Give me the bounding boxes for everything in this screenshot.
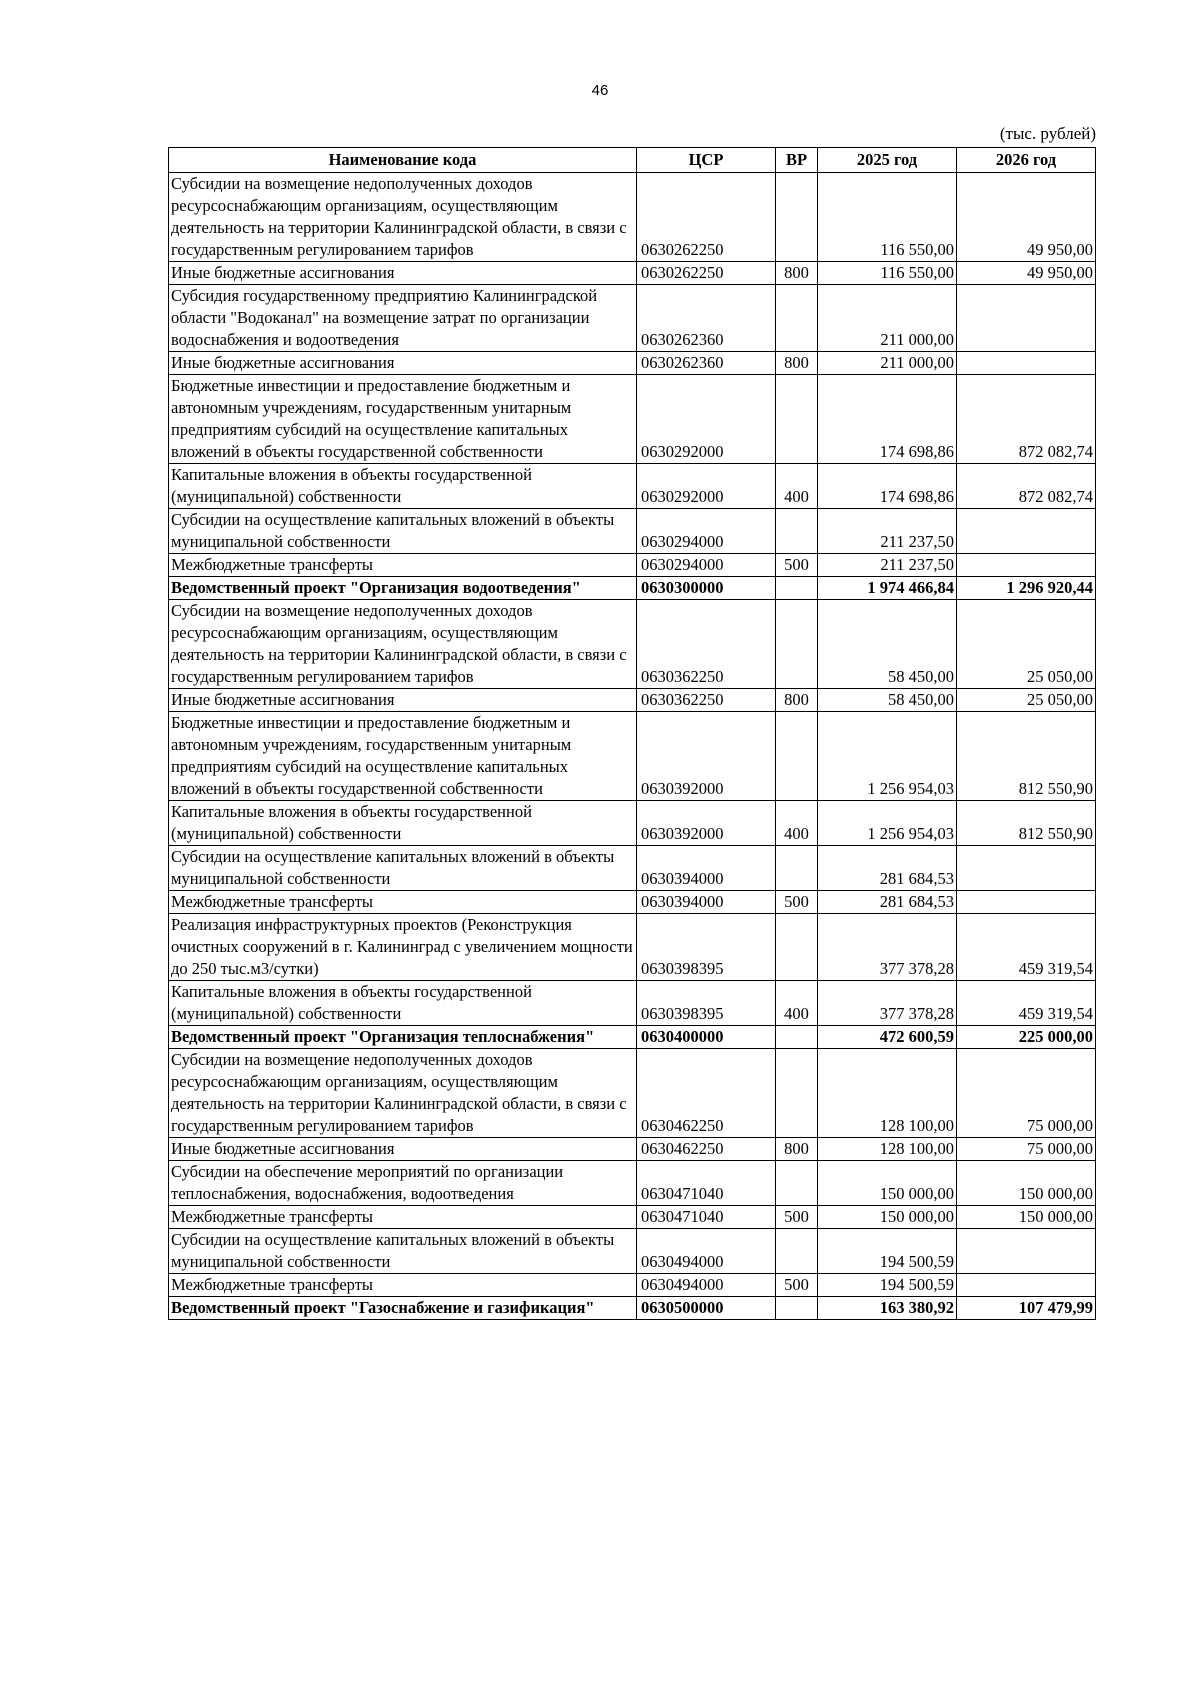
cell-2026: 49 950,00 [957, 173, 1096, 262]
cell-vr [776, 375, 818, 464]
cell-2025: 116 550,00 [818, 262, 957, 285]
cell-2026: 25 050,00 [957, 689, 1096, 712]
cell-vr [776, 577, 818, 600]
cell-vr [776, 1161, 818, 1206]
cell-2026: 872 082,74 [957, 464, 1096, 509]
cell-name: Ведомственный проект "Газоснабжение и газификация" [169, 1297, 637, 1320]
cell-csr: 0630494000 [637, 1229, 776, 1274]
cell-vr [776, 846, 818, 891]
cell-name: Капитальные вложения в объекты государственной (муниципальной) собственности [169, 801, 637, 846]
cell-vr: 800 [776, 352, 818, 375]
units-label: (тыс. рублей) [999, 124, 1096, 143]
cell-2026: 25 050,00 [957, 600, 1096, 689]
cell-2025: 1 256 954,03 [818, 712, 957, 801]
cell-2025: 174 698,86 [818, 375, 957, 464]
table-row [169, 1206, 1096, 1229]
cell-name: Субсидии на возмещение недополученных доходов ресурсоснабжающим организациям, осуществляющим деятельность на территории Калининградской области, в связи с государственным регулированием тарифов [169, 1049, 637, 1138]
cell-2026: 812 550,90 [957, 712, 1096, 801]
table-row [169, 1026, 1096, 1049]
header-name: Наименование кода [169, 148, 637, 173]
cell-csr: 0630462250 [637, 1049, 776, 1138]
cell-vr [776, 1049, 818, 1138]
cell-2025: 150 000,00 [818, 1206, 957, 1229]
cell-2025: 211 237,50 [818, 509, 957, 554]
cell-vr [776, 600, 818, 689]
cell-2025: 128 100,00 [818, 1138, 957, 1161]
cell-name: Иные бюджетные ассигнования [169, 352, 637, 375]
cell-vr [776, 914, 818, 981]
cell-name: Субсидии на обеспечение мероприятий по организации теплоснабжения, водоснабжения, водоотведения [169, 1161, 637, 1206]
cell-name: Субсидия государственному предприятию Калининградской области "Водоканал" на возмещение затрат по организации водоснабжения и водоотведения [169, 285, 637, 352]
budget-table [168, 147, 1096, 1320]
cell-csr: 0630500000 [637, 1297, 776, 1320]
table-row [169, 891, 1096, 914]
cell-2025: 211 000,00 [818, 352, 957, 375]
cell-name: Субсидии на возмещение недополученных доходов ресурсоснабжающим организациям, осуществляющим деятельность на территории Калининградской области, в связи с государственным регулированием тарифов [169, 600, 637, 689]
cell-name: Иные бюджетные ассигнования [169, 1138, 637, 1161]
cell-csr: 0630362250 [637, 689, 776, 712]
cell-2025: 174 698,86 [818, 464, 957, 509]
cell-csr: 0630300000 [637, 577, 776, 600]
cell-name: Межбюджетные трансферты [169, 891, 637, 914]
cell-2025: 211 237,50 [818, 554, 957, 577]
cell-csr: 0630262360 [637, 285, 776, 352]
cell-2026: 75 000,00 [957, 1138, 1096, 1161]
cell-vr [776, 1026, 818, 1049]
cell-2026 [957, 891, 1096, 914]
cell-csr: 0630394000 [637, 891, 776, 914]
cell-2026: 459 319,54 [957, 981, 1096, 1026]
cell-2025: 194 500,59 [818, 1229, 957, 1274]
cell-2026: 872 082,74 [957, 375, 1096, 464]
table-row [169, 577, 1096, 600]
cell-name: Иные бюджетные ассигнования [169, 262, 637, 285]
table-row [169, 554, 1096, 577]
cell-2026 [957, 1274, 1096, 1297]
cell-2026: 150 000,00 [957, 1206, 1096, 1229]
header-vr: ВР [776, 148, 818, 173]
cell-2025: 163 380,92 [818, 1297, 957, 1320]
cell-csr: 0630362250 [637, 600, 776, 689]
cell-csr: 0630494000 [637, 1274, 776, 1297]
cell-name: Субсидии на осуществление капитальных вложений в объекты муниципальной собственности [169, 846, 637, 891]
table-row [169, 1049, 1096, 1138]
cell-csr: 0630394000 [637, 846, 776, 891]
cell-csr: 0630400000 [637, 1026, 776, 1049]
cell-vr: 400 [776, 801, 818, 846]
cell-2025: 128 100,00 [818, 1049, 957, 1138]
cell-2026 [957, 352, 1096, 375]
cell-vr: 400 [776, 464, 818, 509]
cell-vr [776, 285, 818, 352]
table-row [169, 173, 1096, 262]
table-row [169, 981, 1096, 1026]
cell-2025: 281 684,53 [818, 891, 957, 914]
cell-2026 [957, 1229, 1096, 1274]
cell-name: Ведомственный проект "Организация теплоснабжения" [169, 1026, 637, 1049]
cell-name: Капитальные вложения в объекты государственной (муниципальной) собственности [169, 464, 637, 509]
table-row [169, 464, 1096, 509]
table-header-row [169, 148, 1096, 173]
cell-2025: 211 000,00 [818, 285, 957, 352]
table-row [169, 1138, 1096, 1161]
cell-2026 [957, 846, 1096, 891]
table-row [169, 846, 1096, 891]
cell-name: Бюджетные инвестиции и предоставление бюджетным и автономным учреждениям, государственным унитарным предприятиям субсидий на осуществление капитальных вложений в объекты государственной собственности [169, 712, 637, 801]
table-row [169, 1274, 1096, 1297]
table-row [169, 262, 1096, 285]
cell-2026: 459 319,54 [957, 914, 1096, 981]
table-row [169, 1229, 1096, 1274]
table-row [169, 1297, 1096, 1320]
cell-vr: 400 [776, 981, 818, 1026]
cell-vr [776, 1297, 818, 1320]
cell-csr: 0630294000 [637, 509, 776, 554]
cell-csr: 0630398395 [637, 914, 776, 981]
cell-csr: 0630462250 [637, 1138, 776, 1161]
cell-name: Иные бюджетные ассигнования [169, 689, 637, 712]
cell-vr: 800 [776, 1138, 818, 1161]
cell-vr [776, 509, 818, 554]
cell-vr: 500 [776, 1274, 818, 1297]
cell-2026 [957, 509, 1096, 554]
cell-2025: 58 450,00 [818, 600, 957, 689]
table-row [169, 285, 1096, 352]
header-2026: 2026 год [957, 148, 1096, 173]
cell-name: Бюджетные инвестиции и предоставление бюджетным и автономным учреждениям, государственным унитарным предприятиям субсидий на осуществление капитальных вложений в объекты государственной собственности [169, 375, 637, 464]
cell-vr [776, 173, 818, 262]
cell-2025: 116 550,00 [818, 173, 957, 262]
cell-2026: 150 000,00 [957, 1161, 1096, 1206]
cell-csr: 0630471040 [637, 1161, 776, 1206]
cell-vr: 500 [776, 554, 818, 577]
table-row [169, 375, 1096, 464]
table-row [169, 1161, 1096, 1206]
cell-csr: 0630392000 [637, 712, 776, 801]
table-row [169, 801, 1096, 846]
cell-2025: 194 500,59 [818, 1274, 957, 1297]
table-row [169, 914, 1096, 981]
cell-name: Субсидии на возмещение недополученных доходов ресурсоснабжающим организациям, осуществляющим деятельность на территории Калининградской области, в связи с государственным регулированием тарифов [169, 173, 637, 262]
cell-name: Межбюджетные трансферты [169, 1274, 637, 1297]
cell-csr: 0630262250 [637, 173, 776, 262]
cell-name: Межбюджетные трансферты [169, 554, 637, 577]
cell-2026: 225 000,00 [957, 1026, 1096, 1049]
cell-csr: 0630262250 [637, 262, 776, 285]
cell-2025: 58 450,00 [818, 689, 957, 712]
cell-2025: 150 000,00 [818, 1161, 957, 1206]
page-number: 46 [591, 82, 609, 99]
cell-csr: 0630294000 [637, 554, 776, 577]
cell-vr: 800 [776, 689, 818, 712]
header-2025: 2025 год [818, 148, 957, 173]
cell-2026: 75 000,00 [957, 1049, 1096, 1138]
cell-name: Межбюджетные трансферты [169, 1206, 637, 1229]
cell-2025: 1 256 954,03 [818, 801, 957, 846]
table-row [169, 689, 1096, 712]
cell-2025: 377 378,28 [818, 981, 957, 1026]
cell-csr: 0630471040 [637, 1206, 776, 1229]
cell-name: Субсидии на осуществление капитальных вложений в объекты муниципальной собственности [169, 509, 637, 554]
cell-name: Капитальные вложения в объекты государственной (муниципальной) собственности [169, 981, 637, 1026]
header-csr: ЦСР [637, 148, 776, 173]
cell-2026 [957, 285, 1096, 352]
cell-2025: 377 378,28 [818, 914, 957, 981]
cell-csr: 0630398395 [637, 981, 776, 1026]
cell-2026 [957, 554, 1096, 577]
cell-2025: 1 974 466,84 [818, 577, 957, 600]
table-row [169, 600, 1096, 689]
cell-name: Субсидии на осуществление капитальных вложений в объекты муниципальной собственности [169, 1229, 637, 1274]
cell-2025: 472 600,59 [818, 1026, 957, 1049]
cell-vr [776, 1229, 818, 1274]
cell-2026: 812 550,90 [957, 801, 1096, 846]
table-row [169, 509, 1096, 554]
cell-vr [776, 712, 818, 801]
cell-2026: 1 296 920,44 [957, 577, 1096, 600]
cell-vr: 500 [776, 891, 818, 914]
cell-csr: 0630292000 [637, 375, 776, 464]
table-body [169, 173, 1096, 1320]
cell-2025: 281 684,53 [818, 846, 957, 891]
cell-vr: 500 [776, 1206, 818, 1229]
cell-name: Реализация инфраструктурных проектов (Реконструкция очистных сооружений в г. Калининград с увеличением мощности до 250 тыс.м3/сутки) [169, 914, 637, 981]
cell-2026: 49 950,00 [957, 262, 1096, 285]
cell-csr: 0630292000 [637, 464, 776, 509]
cell-csr: 0630392000 [637, 801, 776, 846]
cell-name: Ведомственный проект "Организация водоотведения" [169, 577, 637, 600]
cell-vr: 800 [776, 262, 818, 285]
table-row [169, 712, 1096, 801]
table-row [169, 352, 1096, 375]
cell-2026: 107 479,99 [957, 1297, 1096, 1320]
cell-csr: 0630262360 [637, 352, 776, 375]
